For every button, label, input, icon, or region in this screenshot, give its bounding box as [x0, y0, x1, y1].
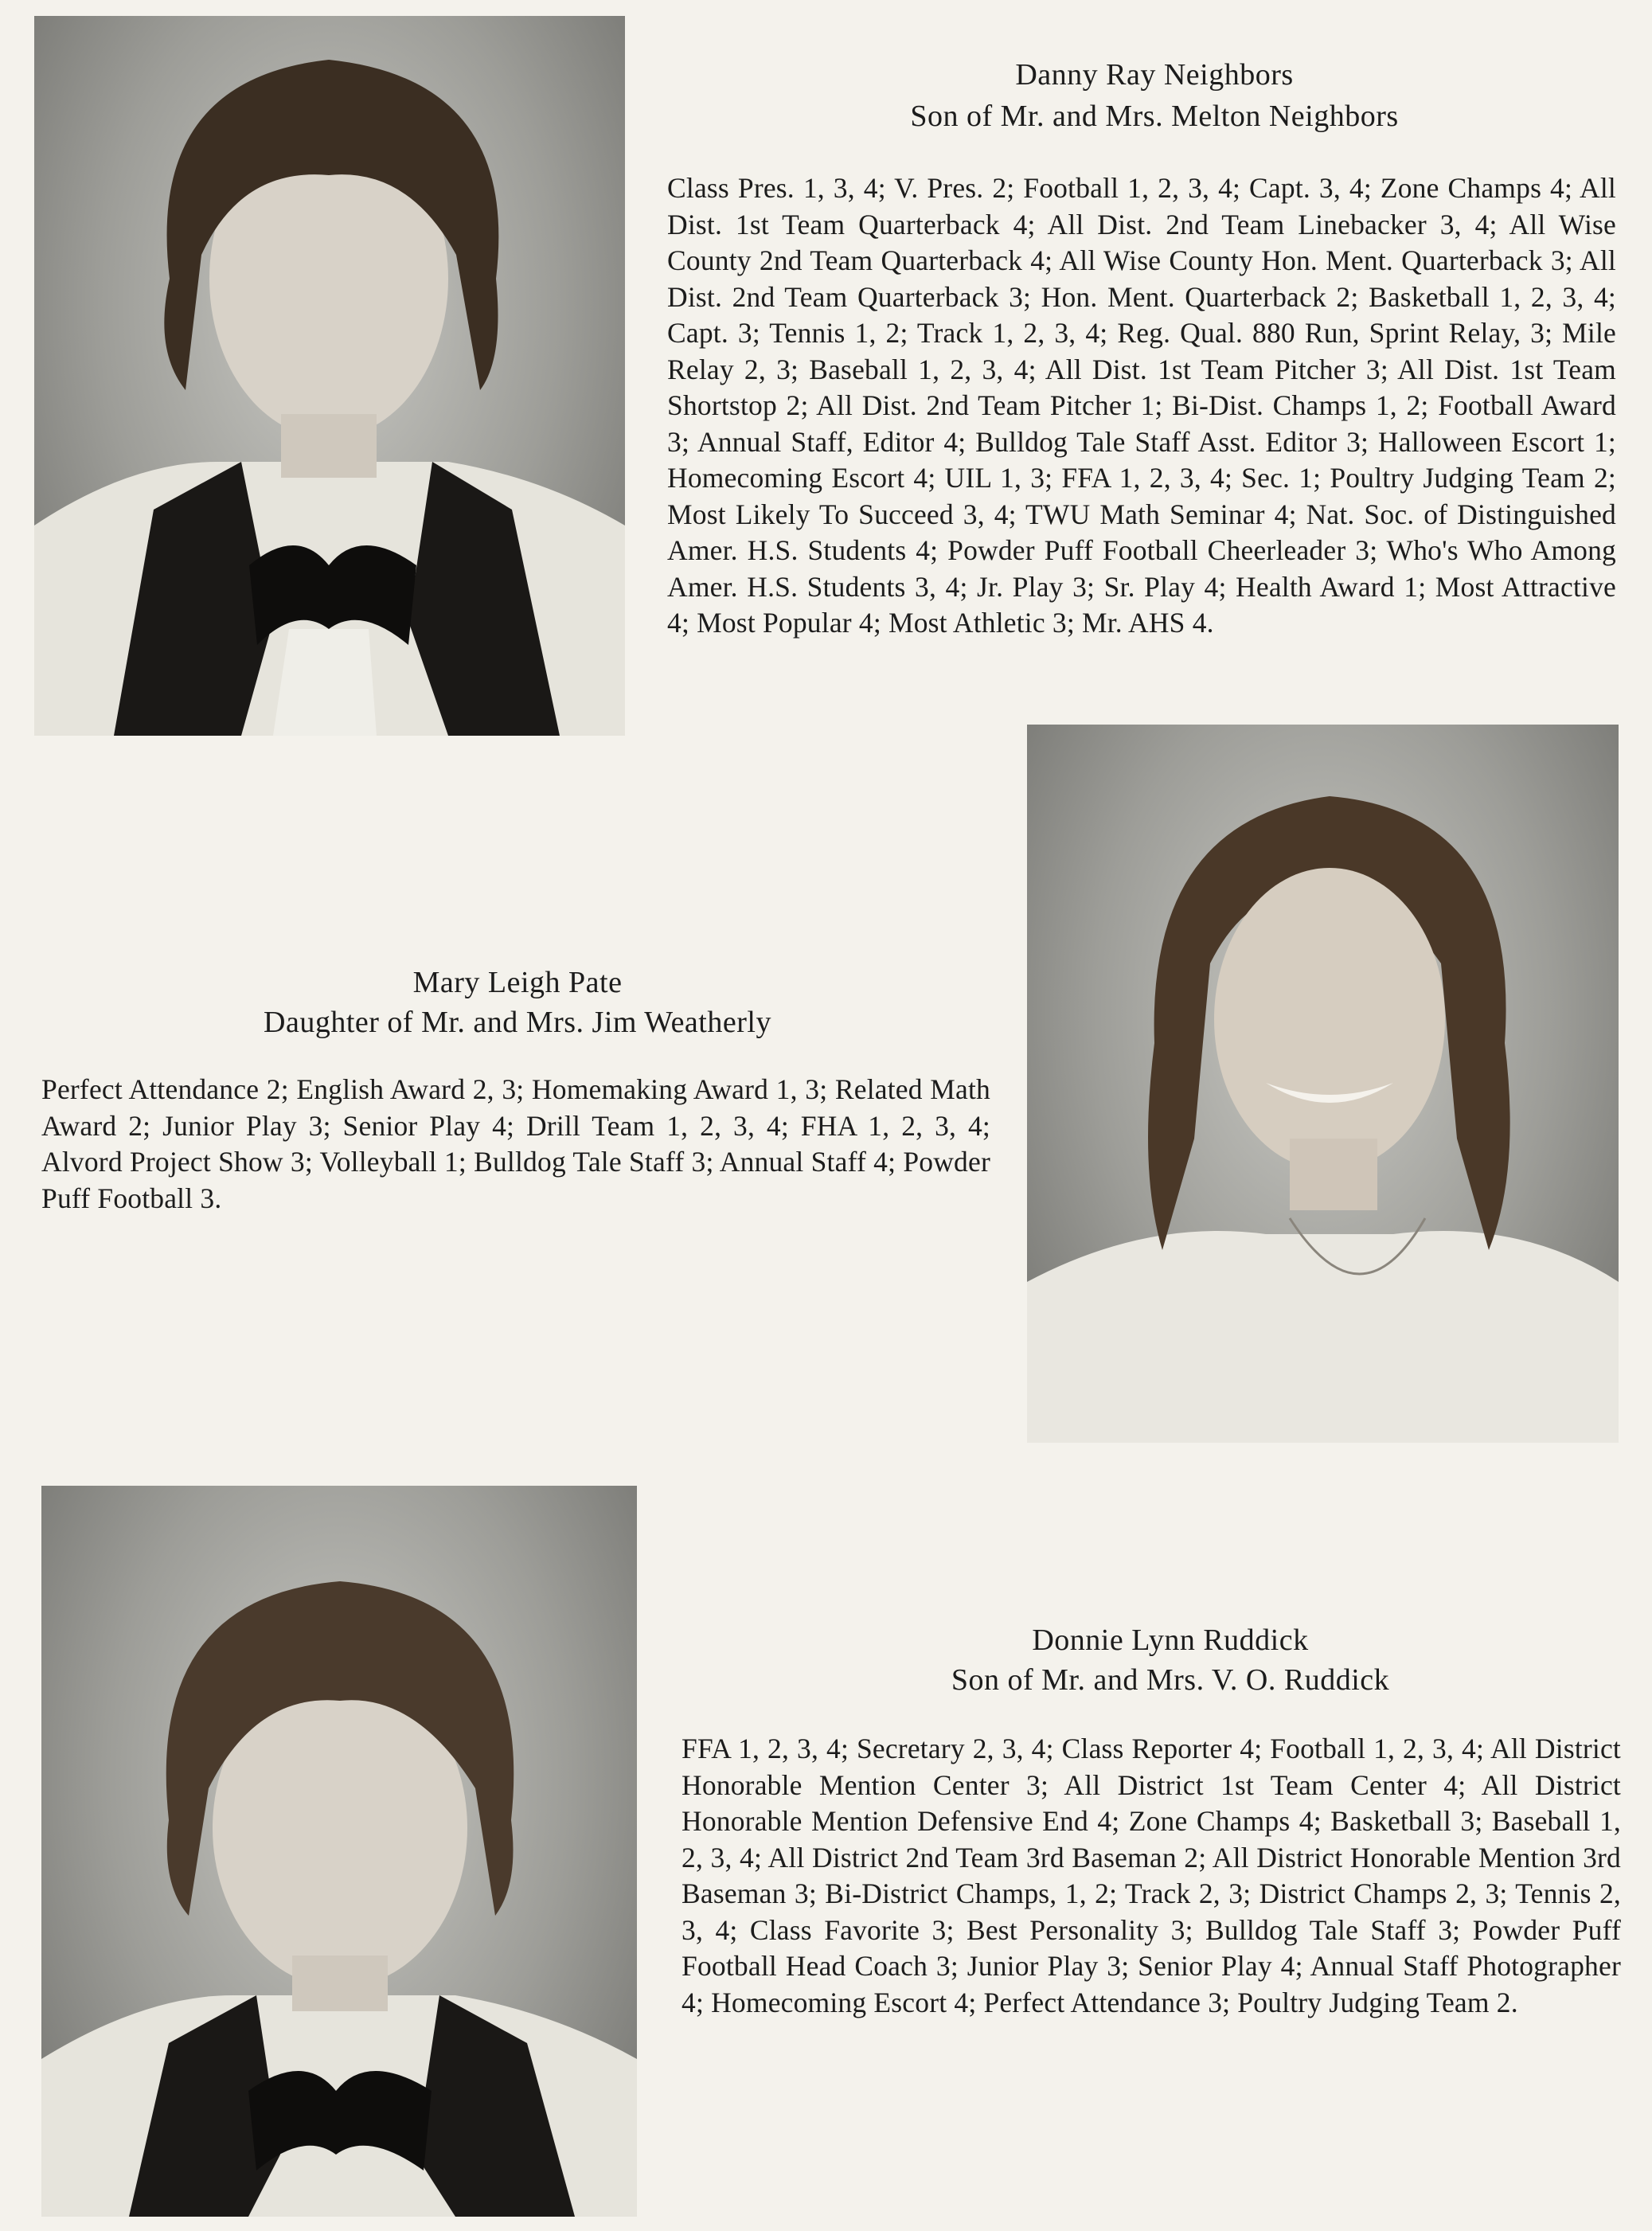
female-portrait-image: [1027, 725, 1619, 1443]
portrait-photo-donnie-ruddick: [41, 1486, 637, 2217]
portrait-photo-mary-pate: [1027, 725, 1619, 1443]
student-activities: FFA 1, 2, 3, 4; Secretary 2, 3, 4; Class Reporter 4; Football 1, 2, 3, 4; All District Honorable Mention Center 3; All District 1st Team Center 4; All District Honorable Mention Defensive End 4; Zone Champs 4; Basketball 3; Baseball 1, 2, 3, 4; All District 2nd Team 3rd Baseman 2; All District Honorable Mention 3rd Baseman 3; Bi-District Champs, 1, 2; Track 2, 3; District Champs 2, 3; Tennis 2, 3, 4; Class Favorite 3; Best Personality 3; Bulldog Tale Staff 3; Powder Puff Football Head Coach 3; Junior Play 3; Senior Play 4; Annual Staff Photographer 4; Homecoming Escort 4; Perfect Attendance 3; Poultry Judging Team 2.: [681, 1733, 1621, 2018]
student-name: Donnie Lynn Ruddick: [1032, 1623, 1309, 1657]
student-activities: Class Pres. 1, 3, 4; V. Pres. 2; Football 1, 2, 3, 4; Capt. 3, 4; Zone Champs 4; All Dist. 1st Team Quarterback 4; All Dist. 2nd Team Linebacker 3, 4; All Wise County 2nd Team Quarterback 4; All Wise County Hon. Ment. Quarterback 3; All Dist. 2nd Team Quarterback 3; Hon. Ment. Quarterback 2; Basketball 1, 2, 3, 4; Capt. 3; Tennis 1, 2; Track 1, 2, 3, 4; Reg. Qual. 880 Run, Sprint Relay, 3; Mile Relay 2, 3; Baseball 1, 2, 3, 4; All Dist. 1st Team Pitcher 3; All Dist. 1st Team Shortstop 2; All Dist. 2nd Team Pitcher 1; Bi-Dist. Champs 1, 2; Football Award 3; Annual Staff, Editor 4; Bulldog Tale Staff Asst. Editor 3; Halloween Escort 1; Homecoming Escort 4; UIL 1, 3; FFA 1, 2, 3, 4; Sec. 1; Poultry Judging Team 2; Most Likely To Succeed 3, 4; TWU Math Seminar 4; Nat. Soc. of Distinguished Amer. H.S. Students 4; Powder Puff Football Cheerleader 3; Who's Who Among Amer. H.S. Students 3, 4; Jr. Play 3; Sr. Play 4; Health Award 1; Most Attractive 4; Most Popular 4; Most Athletic 3; Mr. AHS 4.: [667, 172, 1616, 639]
student-name: Danny Ray Neighbors: [1015, 58, 1294, 92]
male-portrait-image: [34, 16, 625, 736]
student-parents: Son of Mr. and Mrs. V. O. Ruddick: [951, 1663, 1390, 1697]
student-parents: Daughter of Mr. and Mrs. Jim Weatherly: [264, 1006, 771, 1039]
male-portrait-image: [41, 1486, 637, 2217]
student-activities: Perfect Attendance 2; English Award 2, 3; Homemaking Award 1, 3; Related Math Award 2; Junior Play 3; Senior Play 4; Drill Team 1, 2, 3, 4; FHA 1, 2, 3, 4; Alvord Project Show 3; Volleyball 1; Bulldog Tale Staff 3; Annual Staff 4; Powder Puff Football 3.: [41, 1073, 990, 1214]
portrait-photo-danny-neighbors: [34, 16, 625, 736]
student-parents: Son of Mr. and Mrs. Melton Neighbors: [910, 100, 1399, 133]
student-name: Mary Leigh Pate: [412, 966, 623, 999]
